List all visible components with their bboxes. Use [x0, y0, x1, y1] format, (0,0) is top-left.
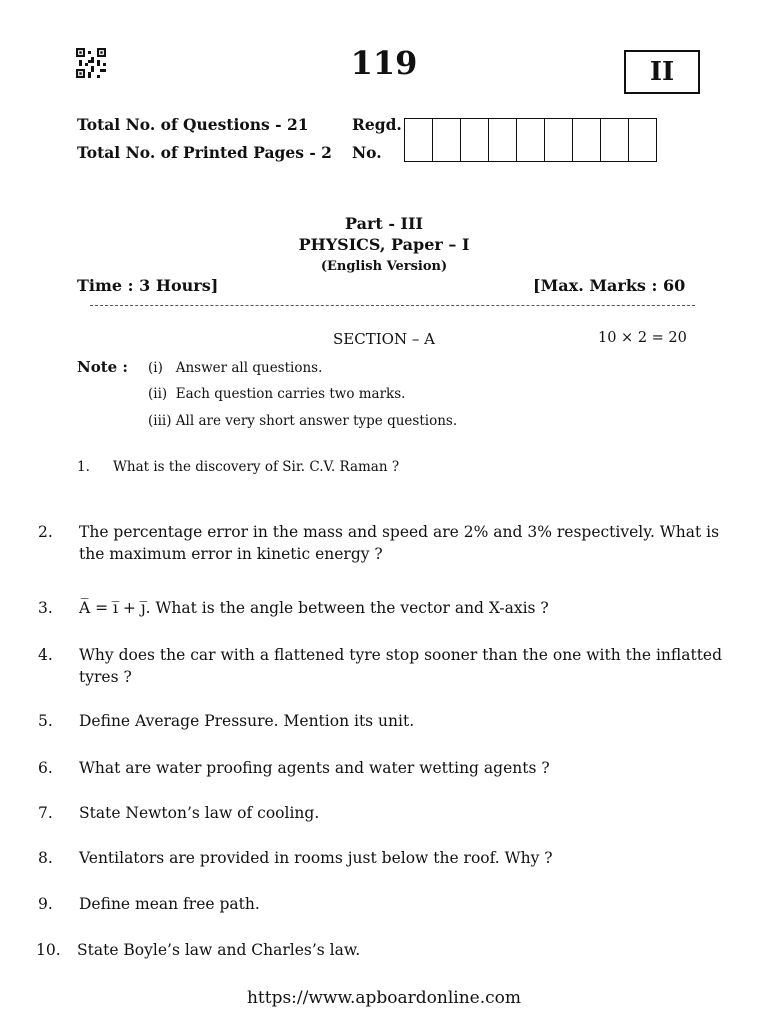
regd-digit-box: [545, 119, 573, 161]
subject-heading: PHYSICS, Paper – I: [298, 235, 470, 254]
regd-digit-box: [517, 119, 545, 161]
note-item: (ii) Each question carries two marks.: [148, 386, 406, 402]
question-number: 6.: [38, 759, 53, 777]
paper-code: 119: [350, 44, 418, 82]
footer-url[interactable]: https://www.apboardonline.com: [246, 988, 522, 1008]
note-label: Note :: [77, 358, 128, 376]
question-text: A̅ = i̅ + j̅. What is the angle between the vector and X-axis ?: [79, 599, 549, 617]
question-number: 10.: [36, 941, 61, 959]
question-text: The percentage error in the mass and speed are 2% and 3% respectively. What is the maximum error in kinetic energy ?: [79, 523, 720, 563]
question-text: What is the discovery of Sir. C.V. Raman ?: [113, 459, 400, 475]
total-pages: Total No. of Printed Pages - 2: [77, 143, 332, 162]
note-item: (i) Answer all questions.: [148, 360, 323, 376]
regd-digit-box: [461, 119, 489, 161]
question-number: 3.: [38, 599, 53, 617]
section-title: SECTION – A: [333, 330, 435, 348]
regd-label: Regd.: [352, 115, 402, 134]
regd-no-label: No.: [352, 143, 382, 162]
question-text: State Boyle’s law and Charles’s law.: [77, 941, 361, 959]
question-number: 9.: [38, 895, 53, 913]
question-number: 7.: [38, 804, 53, 822]
question-number: 1.: [77, 459, 90, 475]
regd-digit-box: [433, 119, 461, 161]
regd-digit-box: [573, 119, 601, 161]
part-heading: Part - III: [344, 214, 424, 233]
question-text: What are water proofing agents and water wetting agents ?: [79, 759, 550, 777]
time-allowed: Time : 3 Hours]: [77, 276, 219, 295]
question-text: State Newton’s law of cooling.: [79, 804, 320, 822]
version-heading: (English Version): [320, 259, 448, 274]
regd-digit-box: [489, 119, 517, 161]
question-text: Ventilators are provided in rooms just below the roof. Why ?: [79, 849, 553, 867]
question-number: 8.: [38, 849, 53, 867]
question-5: [38, 710, 728, 732]
question-text: Define mean free path.: [79, 895, 260, 913]
regd-digit-box: [405, 119, 433, 161]
question-text: Define Average Pressure. Mention its unit.: [79, 712, 415, 730]
regd-digit-box: [629, 119, 657, 161]
question-number: 2.: [38, 523, 53, 541]
question-10: [36, 939, 726, 961]
question-8: [38, 847, 728, 869]
question-text: Why does the car with a flattened tyre stop sooner than the one with the inflatted tyres ?: [79, 646, 723, 686]
question-1: [77, 459, 399, 475]
question-3: [38, 597, 728, 619]
regd-digit-box: [601, 119, 629, 161]
question-2: [38, 521, 728, 565]
question-4: [38, 644, 728, 688]
set-code-box: II: [624, 50, 700, 94]
total-questions: Total No. of Questions - 21: [77, 115, 309, 134]
max-marks: [Max. Marks : 60: [533, 276, 686, 295]
divider: [90, 305, 695, 306]
regd-number-boxes: [404, 118, 657, 162]
question-9: [38, 893, 728, 915]
question-7: [38, 802, 728, 824]
section-marks: 10 × 2 = 20: [598, 330, 687, 346]
question-number: 5.: [38, 712, 53, 730]
note-item: (iii) All are very short answer type questions.: [148, 413, 458, 429]
question-6: [38, 757, 728, 779]
question-number: 4.: [38, 646, 53, 664]
